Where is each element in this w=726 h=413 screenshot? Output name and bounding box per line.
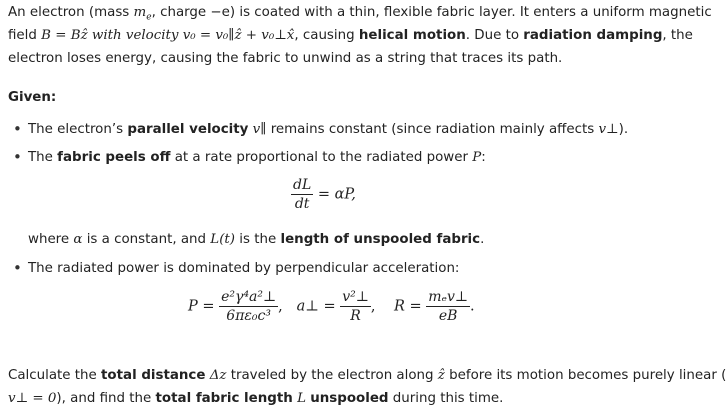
given-where: where α is a constant, and L(t) is the length of unspooled fabric. — [28, 232, 485, 247]
equation-radiated-power: P = $\frac{\text{e²γ⁴a²⊥}}{\text{6πε₀c³}}$ , a⊥ = $\frac{\text{v²⊥}}{R}$ , R = $\frac{\text{mₑv⊥}}{eB}$ . — [188, 289, 475, 324]
question-line-1: Calculate the total distance Δz traveled by the electron along ẑ before its motion becomes purely linear ( — [8, 368, 726, 383]
bullet-icon: • — [13, 148, 22, 166]
equation-dl-dt: $\frac{dL}{dt}$ = αP, — [293, 177, 356, 212]
given-heading: Given: — [8, 90, 57, 105]
bullet-icon: • — [13, 259, 22, 277]
question-line-2: v⊥ = 0), and find the total fabric length L unspooled during this time. — [8, 391, 504, 406]
intro-line-3: electron loses energy, causing the fabric to unwind as a string that traces its path. — [8, 51, 563, 66]
given-bullet-1: The electron’s parallel velocity v∥ remains constant (since radiation mainly affects v⊥). — [28, 122, 629, 137]
given-bullet-2: The fabric peels off at a rate proportional to the radiated power P: — [28, 150, 486, 165]
bullet-icon: • — [13, 120, 22, 138]
intro-line-2: field B = Bẑ with velocity v₀ = v₀∥ẑ + v₀⊥x̂, causing helical motion. Due to radiation damping, the — [8, 28, 693, 43]
math-field-velocity: B = Bẑ with velocity v₀ = v₀∥ẑ + v₀⊥x̂ — [41, 28, 295, 43]
given-bullet-3: The radiated power is dominated by perpendicular acceleration: — [28, 261, 460, 276]
intro-line-1: An electron (mass $m_e$, charge −e) is coated with a thin, flexible fabric layer. It enters a uniform magnetic — [8, 5, 712, 23]
